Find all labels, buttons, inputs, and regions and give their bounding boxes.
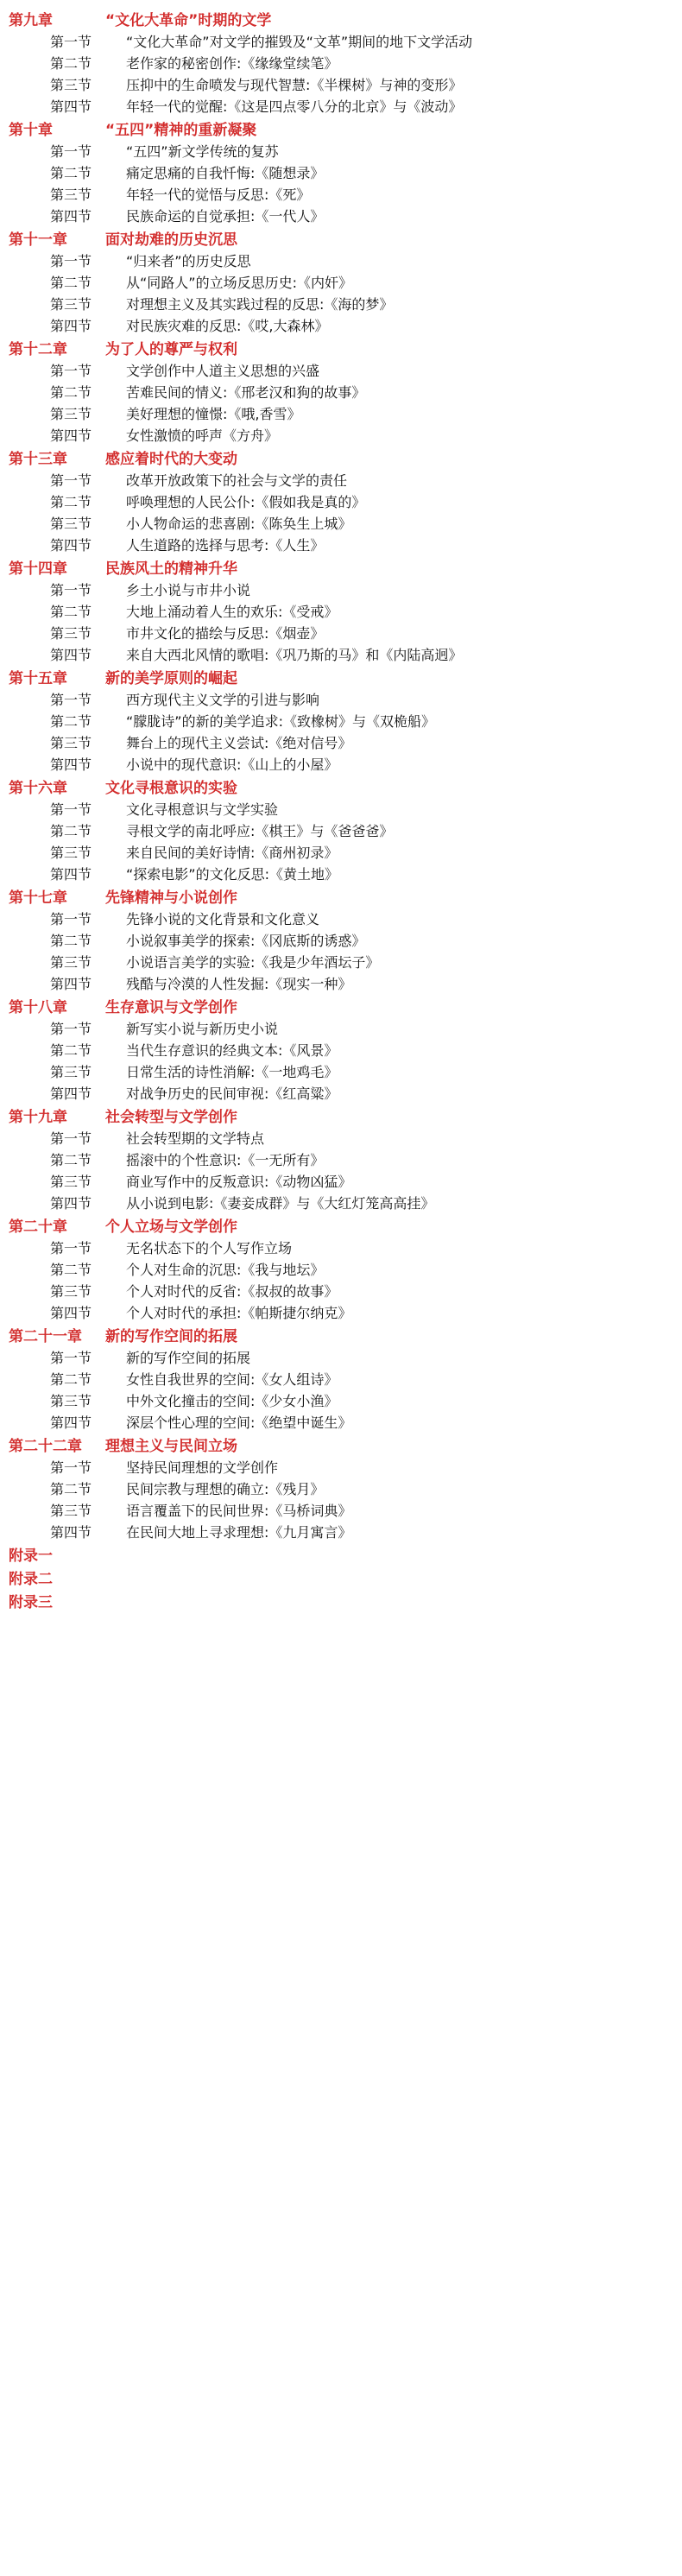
section-number: 第二节 <box>50 713 92 730</box>
section-row[interactable] <box>0 643 682 665</box>
section-number: 第二节 <box>50 1042 92 1059</box>
section-title: 年轻一代的觉悟与反思:《死》 <box>126 187 311 203</box>
section-row[interactable] <box>0 1060 682 1082</box>
section-row[interactable] <box>0 820 682 841</box>
section-number: 第三节 <box>50 77 92 93</box>
chapter-number: 第二十一章 <box>9 1328 82 1345</box>
section-number: 第三节 <box>50 1393 92 1409</box>
section-number: 第四节 <box>50 647 92 663</box>
section-row[interactable] <box>0 951 682 972</box>
section-row[interactable] <box>0 271 682 293</box>
section-number: 第一节 <box>50 801 92 818</box>
section-title: “朦胧诗”的新的美学追求:《致橡树》与《双桅船》 <box>126 713 435 730</box>
chapter-row[interactable] <box>0 994 682 1017</box>
section-title: 商业写作中的反叛意识:《动物凶猛》 <box>126 1174 352 1190</box>
chapter-number: 第十一章 <box>9 231 67 249</box>
section-row[interactable] <box>0 161 682 183</box>
section-title: 呼唤理想的人民公仆:《假如我是真的》 <box>126 494 366 510</box>
section-title: 对战争历史的民间审视:《红高粱》 <box>126 1085 338 1102</box>
appendix-label: 附录三 <box>9 1594 53 1611</box>
section-row[interactable] <box>0 73 682 95</box>
section-row[interactable] <box>0 534 682 555</box>
chapter-title: 民族风土的精神升华 <box>105 560 237 578</box>
section-row[interactable] <box>0 314 682 336</box>
chapter-number: 第二十章 <box>9 1218 67 1236</box>
section-row[interactable] <box>0 491 682 512</box>
section-row[interactable] <box>0 1082 682 1104</box>
section-number: 第一节 <box>50 1459 92 1476</box>
chapter-row[interactable] <box>0 7 682 30</box>
section-title: 来自大西北风情的歌唱:《巩乃斯的马》和《内陆高迥》 <box>126 647 463 663</box>
section-row[interactable] <box>0 1301 682 1323</box>
chapter-title: 社会转型与文学创作 <box>105 1109 237 1126</box>
section-row[interactable] <box>0 1039 682 1060</box>
section-number: 第一节 <box>50 911 92 927</box>
chapter-row[interactable] <box>0 1323 682 1346</box>
section-title: 从“同路人”的立场反思历史:《内奸》 <box>126 275 352 291</box>
section-row[interactable] <box>0 710 682 731</box>
section-title: 民间宗教与理想的确立:《残月》 <box>126 1481 325 1497</box>
section-title: 日常生活的诗性消解:《一地鸡毛》 <box>126 1064 338 1080</box>
section-title: 小人物命运的悲喜剧:《陈奂生上城》 <box>126 516 352 532</box>
section-number: 第三节 <box>50 406 92 422</box>
section-row[interactable] <box>0 140 682 161</box>
chapter-row[interactable] <box>0 117 682 140</box>
section-row[interactable] <box>0 95 682 117</box>
section-row[interactable] <box>0 512 682 534</box>
section-title: 当代生存意识的经典文本:《风景》 <box>126 1042 338 1059</box>
section-title: 美好理想的憧憬:《哦,香雪》 <box>126 406 301 422</box>
section-title: 语言覆盖下的民间世界:《马桥词典》 <box>126 1503 352 1519</box>
section-row[interactable] <box>0 688 682 710</box>
section-row[interactable] <box>0 579 682 600</box>
section-title: 人生道路的选择与思考:《人生》 <box>126 537 325 554</box>
section-title: 女性自我世界的空间:《女人组诗》 <box>126 1371 338 1388</box>
section-row[interactable] <box>0 183 682 205</box>
section-title: 小说语言美学的实验:《我是少年酒坛子》 <box>126 954 380 971</box>
section-row[interactable] <box>0 293 682 314</box>
section-row[interactable] <box>0 359 682 381</box>
appendix-label: 附录一 <box>9 1547 53 1565</box>
appendix-row[interactable] <box>0 1566 682 1589</box>
appendix-label: 附录二 <box>9 1571 53 1588</box>
chapter-row[interactable] <box>0 555 682 579</box>
section-number: 第二节 <box>50 604 92 620</box>
appendix-row[interactable] <box>0 1542 682 1566</box>
chapter-row[interactable] <box>0 1104 682 1127</box>
chapter-row[interactable] <box>0 665 682 688</box>
section-title: 中外文化撞击的空间:《少女小渔》 <box>126 1393 338 1409</box>
chapter-title: 新的美学原则的崛起 <box>105 670 237 687</box>
chapter-title: 生存意识与文学创作 <box>105 999 237 1016</box>
section-number: 第四节 <box>50 98 92 115</box>
section-number: 第一节 <box>50 1130 92 1147</box>
section-title: 小说中的现代意识:《山上的小屋》 <box>126 756 338 773</box>
section-number: 第四节 <box>50 537 92 554</box>
section-number: 第二节 <box>50 384 92 401</box>
section-row[interactable] <box>0 972 682 994</box>
section-number: 第二节 <box>50 933 92 949</box>
section-title: 文学创作中人道主义思想的兴盛 <box>126 363 320 379</box>
section-row[interactable] <box>0 469 682 491</box>
chapter-number: 第十七章 <box>9 889 67 907</box>
section-title: 摇滚中的个性意识:《一无所有》 <box>126 1152 325 1168</box>
section-title: 大地上涌动着人生的欢乐:《受戒》 <box>126 604 338 620</box>
section-number: 第四节 <box>50 208 92 225</box>
section-title: 对民族灾难的反思:《哎,大森林》 <box>126 318 329 334</box>
section-title: 个人对时代的承担:《帕斯捷尔纳克》 <box>126 1305 352 1321</box>
chapter-row[interactable] <box>0 1213 682 1237</box>
chapter-row[interactable] <box>0 1433 682 1456</box>
section-number: 第二节 <box>50 1371 92 1388</box>
section-title: 民族命运的自觉承担:《一代人》 <box>126 208 325 225</box>
chapter-number: 第十八章 <box>9 999 67 1016</box>
section-row[interactable] <box>0 908 682 929</box>
chapter-row[interactable] <box>0 336 682 359</box>
section-row[interactable] <box>0 1389 682 1411</box>
section-row[interactable] <box>0 600 682 622</box>
section-number: 第三节 <box>50 1503 92 1519</box>
section-row[interactable] <box>0 1127 682 1149</box>
section-number: 第二节 <box>50 1152 92 1168</box>
section-title: 年轻一代的觉醒:《这是四点零八分的北京》与《波动》 <box>126 98 463 115</box>
section-title: 痛定思痛的自我忏悔:《随想录》 <box>126 165 325 181</box>
chapter-number: 第十二章 <box>9 341 67 358</box>
section-number: 第四节 <box>50 1195 92 1212</box>
chapter-number: 第十四章 <box>9 560 67 578</box>
section-number: 第三节 <box>50 1174 92 1190</box>
section-row[interactable] <box>0 798 682 820</box>
section-number: 第四节 <box>50 1085 92 1102</box>
section-number: 第一节 <box>50 1240 92 1256</box>
section-number: 第三节 <box>50 296 92 313</box>
section-title: 寻根文学的南北呼应:《棋王》与《爸爸爸》 <box>126 823 394 839</box>
chapter-number: 第九章 <box>9 12 53 29</box>
chapter-number: 第十九章 <box>9 1109 67 1126</box>
chapter-number: 第十三章 <box>9 451 67 468</box>
section-number: 第三节 <box>50 1283 92 1300</box>
section-number: 第二节 <box>50 275 92 291</box>
section-row[interactable] <box>0 52 682 73</box>
section-row[interactable] <box>0 1258 682 1280</box>
section-number: 第三节 <box>50 1064 92 1080</box>
chapter-title: 先锋精神与小说创作 <box>105 889 237 907</box>
section-title: “探索电影”的文化反思:《黄土地》 <box>126 866 338 883</box>
section-number: 第四节 <box>50 976 92 992</box>
section-number: 第四节 <box>50 318 92 334</box>
section-row[interactable] <box>0 1346 682 1368</box>
appendix-row[interactable] <box>0 1589 682 1612</box>
section-title: 乡土小说与市井小说 <box>126 582 251 598</box>
chapter-title: 感应着时代的大变动 <box>105 451 237 468</box>
section-number: 第二节 <box>50 55 92 72</box>
chapter-number: 第十章 <box>9 122 53 139</box>
section-title: 残酷与冷漠的人性发掘:《现实一种》 <box>126 976 352 992</box>
section-number: 第一节 <box>50 363 92 379</box>
section-title: 压抑中的生命喷发与现代智慧:《半棵树》与神的变形》 <box>126 77 463 93</box>
section-row[interactable] <box>0 841 682 863</box>
section-title: 先锋小说的文化背景和文化意义 <box>126 911 320 927</box>
section-title: 在民间大地上寻求理想:《九月寓言》 <box>126 1524 352 1541</box>
section-number: 第二节 <box>50 494 92 510</box>
section-number: 第二节 <box>50 823 92 839</box>
section-number: 第四节 <box>50 1524 92 1541</box>
section-row[interactable] <box>0 424 682 446</box>
section-title: 女性激愤的呼声《方舟》 <box>126 427 279 444</box>
section-row[interactable] <box>0 1017 682 1039</box>
section-title: 小说叙事美学的探索:《冈底斯的诱惑》 <box>126 933 366 949</box>
section-title: 新写实小说与新历史小说 <box>126 1021 279 1037</box>
section-row[interactable] <box>0 402 682 424</box>
section-title: 西方现代主义文学的引进与影响 <box>126 692 320 708</box>
section-title: 来自民间的美好诗情:《商州初录》 <box>126 845 338 861</box>
section-number: 第四节 <box>50 1305 92 1321</box>
section-row[interactable] <box>0 205 682 226</box>
section-title: 社会转型期的文学特点 <box>126 1130 265 1147</box>
section-number: 第四节 <box>50 866 92 883</box>
section-number: 第二节 <box>50 1481 92 1497</box>
chapter-title: 个人立场与文学创作 <box>105 1218 237 1236</box>
chapter-number: 第十五章 <box>9 670 67 687</box>
section-number: 第一节 <box>50 472 92 489</box>
section-row[interactable] <box>0 30 682 52</box>
section-number: 第三节 <box>50 625 92 642</box>
section-row[interactable] <box>0 622 682 643</box>
chapter-number: 第十六章 <box>9 780 67 797</box>
chapter-title: “五四”精神的重新凝聚 <box>105 122 257 139</box>
section-number: 第三节 <box>50 187 92 203</box>
section-row[interactable] <box>0 1170 682 1192</box>
section-number: 第一节 <box>50 692 92 708</box>
section-number: 第四节 <box>50 756 92 773</box>
chapter-title: 理想主义与民间立场 <box>105 1438 237 1455</box>
chapter-row[interactable] <box>0 775 682 798</box>
section-row[interactable] <box>0 1368 682 1389</box>
section-number: 第一节 <box>50 1350 92 1366</box>
section-number: 第三节 <box>50 845 92 861</box>
chapter-title: 新的写作空间的拓展 <box>105 1328 237 1345</box>
section-number: 第一节 <box>50 1021 92 1037</box>
section-row[interactable] <box>0 1478 682 1499</box>
section-title: 无名状态下的个人写作立场 <box>126 1240 293 1256</box>
section-title: “五四”新文学传统的复苏 <box>126 143 279 160</box>
section-number: 第一节 <box>50 143 92 160</box>
section-title: “归来者”的历史反思 <box>126 253 251 269</box>
section-title: 坚持民间理想的文学创作 <box>126 1459 279 1476</box>
section-title: 舞台上的现代主义尝试:《绝对信号》 <box>126 735 352 751</box>
section-number: 第三节 <box>50 516 92 532</box>
section-title: 文化寻根意识与文学实验 <box>126 801 279 818</box>
chapter-title: 文化寻根意识的实验 <box>105 780 237 797</box>
chapter-title: 面对劫难的历史沉思 <box>105 231 237 249</box>
section-title: 老作家的秘密创作:《缘缘堂续笔》 <box>126 55 338 72</box>
section-row[interactable] <box>0 1499 682 1521</box>
section-title: 对理想主义及其实践过程的反思:《海的梦》 <box>126 296 394 313</box>
section-row[interactable] <box>0 1237 682 1258</box>
section-row[interactable] <box>0 1456 682 1478</box>
chapter-row[interactable] <box>0 884 682 908</box>
section-row[interactable] <box>0 929 682 951</box>
section-title: 个人对时代的反省:《叔叔的故事》 <box>126 1283 338 1300</box>
section-number: 第一节 <box>50 582 92 598</box>
section-row[interactable] <box>0 1521 682 1542</box>
section-number: 第一节 <box>50 34 92 50</box>
section-row[interactable] <box>0 1411 682 1433</box>
section-title: 苦难民间的情义:《邢老汉和狗的故事》 <box>126 384 366 401</box>
section-row[interactable] <box>0 731 682 753</box>
section-title: 从小说到电影:《妻妾成群》与《大红灯笼高高挂》 <box>126 1195 435 1212</box>
section-number: 第三节 <box>50 954 92 971</box>
section-number: 第三节 <box>50 735 92 751</box>
section-number: 第四节 <box>50 1415 92 1431</box>
section-number: 第一节 <box>50 253 92 269</box>
chapter-row[interactable] <box>0 446 682 469</box>
section-title: 市井文化的描绘与反思:《烟壶》 <box>126 625 325 642</box>
section-row[interactable] <box>0 1192 682 1213</box>
chapter-title: 为了人的尊严与权利 <box>105 341 237 358</box>
section-row[interactable] <box>0 381 682 402</box>
section-title: “文化大革命”对文学的摧毁及“文革”期间的地下文学活动 <box>126 34 473 50</box>
section-row[interactable] <box>0 250 682 271</box>
section-title: 改革开放政策下的社会与文学的责任 <box>126 472 348 489</box>
section-row[interactable] <box>0 1149 682 1170</box>
section-title: 个人对生命的沉思:《我与地坛》 <box>126 1262 325 1278</box>
section-title: 深层个性心理的空间:《绝望中诞生》 <box>126 1415 352 1431</box>
section-row[interactable] <box>0 863 682 884</box>
section-row[interactable] <box>0 1280 682 1301</box>
section-title: 新的写作空间的拓展 <box>126 1350 251 1366</box>
section-number: 第二节 <box>50 1262 92 1278</box>
section-number: 第四节 <box>50 427 92 444</box>
section-row[interactable] <box>0 753 682 775</box>
section-number: 第二节 <box>50 165 92 181</box>
chapter-row[interactable] <box>0 226 682 250</box>
chapter-title: “文化大革命”时期的文学 <box>105 12 272 29</box>
chapter-number: 第二十二章 <box>9 1438 82 1455</box>
